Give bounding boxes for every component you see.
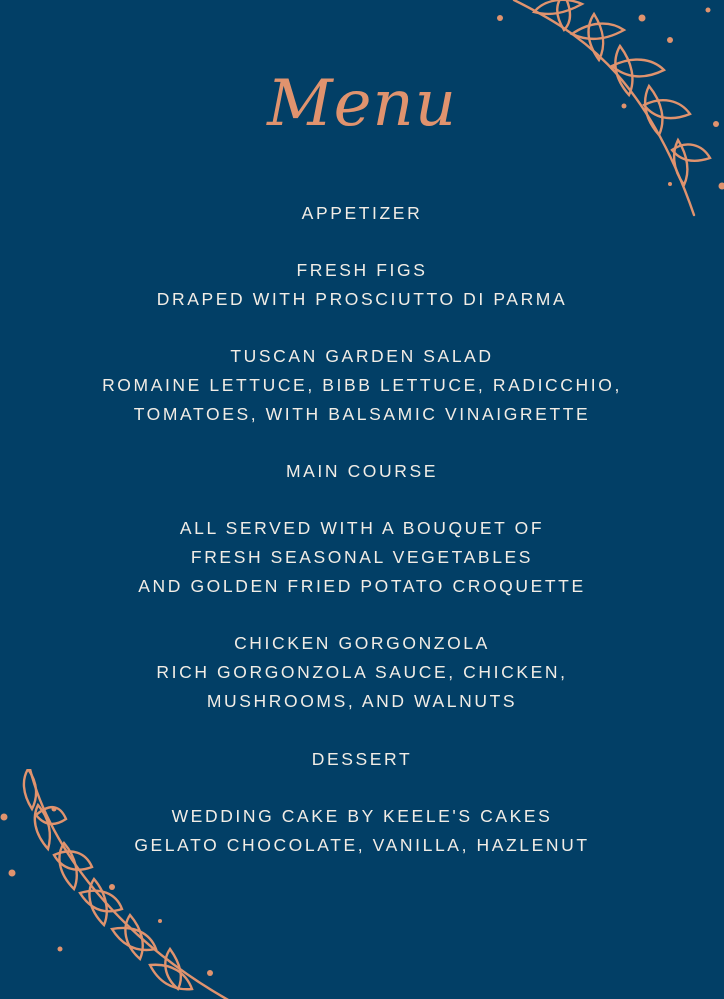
menu-title: Menu <box>267 67 457 141</box>
dish-name: WEDDING CAKE BY KEELE'S CAKES <box>171 806 553 826</box>
course-note: AND GOLDEN FRIED POTATO CROQUETTE <box>138 576 586 596</box>
section-heading-dessert: DESSERT <box>311 749 413 769</box>
dish-description: TOMATOES, WITH BALSAMIC VINAIGRETTE <box>133 404 591 424</box>
dish-description: ROMAINE LETTUCE, BIBB LETTUCE, RADICCHIO, <box>102 375 622 395</box>
course-note: ALL SERVED WITH A BOUQUET OF <box>179 518 545 538</box>
dish-description: RICH GORGONZOLA SAUCE, CHICKEN, <box>156 662 568 682</box>
dish-description: DRAPED WITH PROSCIUTTO DI PARMA <box>156 289 568 309</box>
dish-name: TUSCAN GARDEN SALAD <box>230 346 494 366</box>
section-heading-main-course: MAIN COURSE <box>285 461 439 481</box>
dish-name: FRESH FIGS <box>296 260 428 280</box>
leafy-branch-icon <box>0 769 240 999</box>
course-note: FRESH SEASONAL VEGETABLES <box>190 547 534 567</box>
dish-description: MUSHROOMS, AND WALNUTS <box>206 691 518 711</box>
section-heading-appetizer: APPETIZER <box>301 203 423 223</box>
dish-description: GELATO CHOCOLATE, VANILLA, HAZLENUT <box>134 835 590 855</box>
dish-name: CHICKEN GORGONZOLA <box>234 633 490 653</box>
